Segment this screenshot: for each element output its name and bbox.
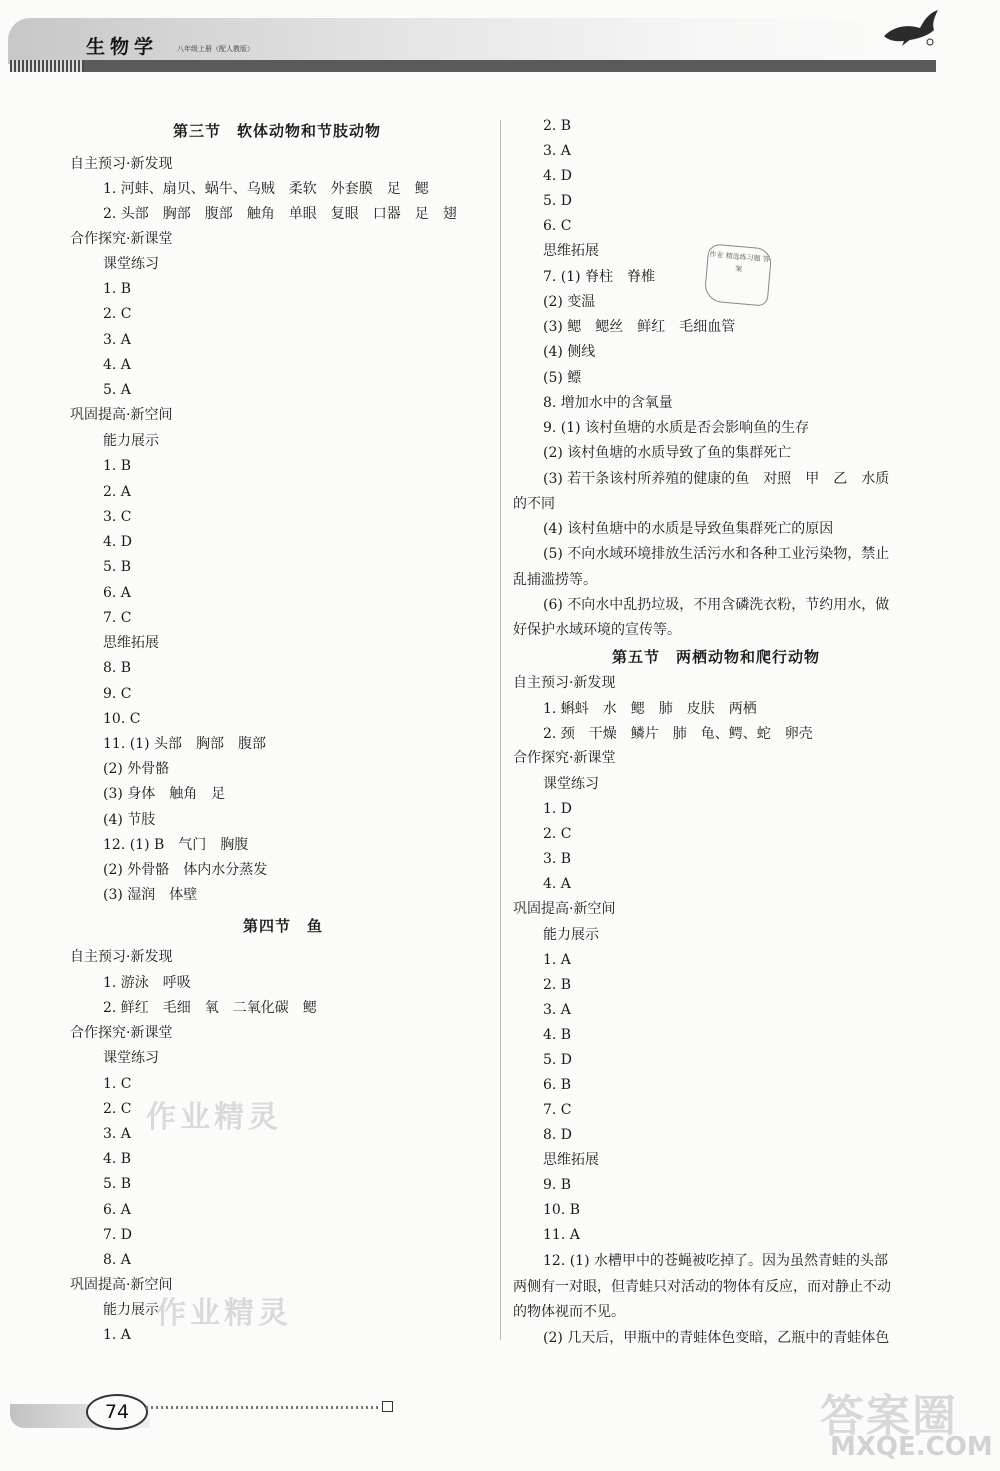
answer-line: 4. B [543, 1027, 572, 1043]
answer-line: 7. D [103, 1227, 133, 1243]
watermark-lower: 作业精灵 [156, 1296, 292, 1331]
answer-line: (5) 鳔 [543, 370, 582, 386]
answer-line: 3. A [103, 332, 131, 348]
footer-dotted-line [146, 1406, 378, 1409]
site-url: MXQE.COM [830, 1432, 993, 1462]
answer-line: 10. B [543, 1202, 581, 1218]
answer-line: 能力展示 [543, 927, 599, 943]
answer-line: 的物体视而不见。 [513, 1304, 625, 1320]
answer-line: (4) 该村鱼塘中的水质是导致鱼集群死亡的原因 [543, 521, 834, 537]
answer-line: (5) 不向水域环境排放生活污水和各种工业污染物，禁止 [543, 546, 890, 562]
answer-line: 4. D [543, 168, 573, 184]
answer-line: 1. 蝌蚪 水 鳃 肺 皮肤 两栖 [543, 701, 757, 717]
answer-line: 1. A [543, 952, 571, 968]
answer-line: (2) 外骨骼 [103, 761, 170, 777]
answer-line: (3) 鳃 鳃丝 鲜红 毛细血管 [543, 319, 736, 335]
answer-line: 7. (1) 脊柱 脊椎 [543, 269, 656, 285]
answer-line: 1. B [103, 458, 132, 474]
answer-line: 1. C [103, 1076, 132, 1092]
answer-line: 8. A [103, 1252, 131, 1268]
answer-line: (4) 侧线 [543, 344, 596, 360]
answer-line: 合作探究·新课堂 [513, 750, 616, 766]
answer-line: (6) 不向水中乱扔垃圾，不用含磷洗衣粉，节约用水，做 [543, 597, 890, 613]
answer-line: 1. A [103, 1327, 131, 1343]
grade-label: 八年级上册（配人教版） [177, 45, 254, 53]
answer-line: 乱捕滥捞等。 [513, 572, 597, 588]
answer-line: 好保护水域环境的宣传等。 [513, 622, 681, 638]
answer-line: 6. C [543, 218, 572, 234]
answer-line: 12. (1) 水槽甲中的苍蝇被吃掉了。因为虽然青蛙的头部 [543, 1253, 888, 1269]
header-stripe [10, 60, 936, 72]
answer-line: 7. C [103, 610, 132, 626]
answer-line: 思维拓展 [543, 243, 599, 259]
answer-line: 自主预习·新发现 [513, 675, 616, 691]
answer-line: 课堂练习 [103, 256, 159, 272]
answer-line: 7. C [543, 1102, 572, 1118]
answer-line: 3. B [543, 851, 572, 867]
answer-line: 巩固提高·新空间 [70, 407, 173, 423]
section-heading: 第五节 两栖动物和爬行动物 [612, 648, 821, 666]
answer-line: 5. B [103, 559, 132, 575]
subject-title: 生物学 [86, 36, 159, 58]
answer-line: 合作探究·新课堂 [70, 1025, 173, 1041]
answer-line: (4) 节肢 [103, 812, 156, 828]
answer-line: 两侧有一对眼，但青蛙只对活动的物体有反应，而对静止不动 [513, 1279, 891, 1295]
answer-line: 能力展示 [103, 433, 159, 449]
answer-line: 6. A [103, 585, 131, 601]
answer-line: (3) 湿润 体壁 [103, 887, 198, 903]
answer-line: 4. A [543, 876, 571, 892]
answer-line: (2) 外骨骼 体内水分蒸发 [103, 862, 268, 878]
answer-line: 5. D [543, 193, 573, 209]
answer-line: 4. D [103, 534, 133, 550]
handwritten-stamp: 作业 精选练习题 答案 [704, 243, 773, 306]
page-number: 74 [86, 1394, 148, 1430]
answer-line: (2) 几天后，甲瓶中的青蛙体色变暗，乙瓶中的青蛙体色 [543, 1330, 890, 1346]
answer-line: 2. 头部 胸部 腹部 触角 单眼 复眼 口器 足 翅 [103, 206, 457, 222]
answer-line: 3. A [543, 143, 571, 159]
answer-line: 5. A [103, 382, 131, 398]
answer-line: (3) 身体 触角 足 [103, 786, 226, 802]
answer-line: 3. C [103, 509, 132, 525]
answer-line: (2) 变温 [543, 294, 596, 310]
section-heading: 第四节 鱼 [243, 917, 324, 935]
site-logo: 答案圈 [820, 1391, 958, 1442]
answer-line: 5. B [103, 1176, 132, 1192]
answer-line: 2. B [543, 977, 572, 993]
answer-line: 巩固提高·新空间 [513, 901, 616, 917]
answer-line: 巩固提高·新空间 [70, 1277, 173, 1293]
answer-line: 思维拓展 [103, 635, 159, 651]
answer-line: 8. D [543, 1127, 573, 1143]
answer-line: 9. (1) 该村鱼塘的水质是否会影响鱼的生存 [543, 420, 810, 436]
answer-line: 能力展示 [103, 1302, 159, 1318]
answer-line: 2. 鲜红 毛细 氧 二氧化碳 鳃 [103, 1000, 317, 1016]
answer-line: (2) 该村鱼塘的水质导致了鱼的集群死亡 [543, 445, 792, 461]
footer-square-icon [382, 1401, 393, 1412]
answer-line: 4. A [103, 357, 131, 373]
answer-line: 2. B [543, 118, 572, 134]
answer-line: 3. A [543, 1002, 571, 1018]
answer-line: 11. A [543, 1227, 580, 1243]
answer-line: 11. (1) 头部 胸部 腹部 [103, 736, 266, 752]
dolphin-icon [880, 6, 942, 48]
answer-line: 1. D [543, 801, 573, 817]
answer-line: 4. B [103, 1151, 132, 1167]
answer-line: 6. B [543, 1077, 572, 1093]
answer-line: (3) 若干条该村所养殖的健康的鱼 对照 甲 乙 水质 [543, 471, 890, 487]
answer-line: 的不同 [513, 496, 555, 512]
answer-line: 合作探究·新课堂 [70, 231, 173, 247]
section-heading: 第三节 软体动物和节肢动物 [173, 122, 382, 140]
answer-line: 8. B [103, 660, 132, 676]
answer-line: 2. C [103, 1101, 132, 1117]
answer-line: 课堂练习 [103, 1050, 159, 1066]
answer-line: 自主预习·新发现 [70, 949, 173, 965]
answer-line: 2. C [543, 826, 572, 842]
answer-line: 1. 游泳 呼吸 [103, 975, 191, 991]
answer-line: 自主预习·新发现 [70, 156, 173, 172]
answer-line: 3. A [103, 1126, 131, 1142]
answer-line: 思维拓展 [543, 1152, 599, 1168]
answer-line: 10. C [103, 711, 141, 727]
answer-line: 2. A [103, 484, 131, 500]
answer-line: 课堂练习 [543, 776, 599, 792]
answer-line: 5. D [543, 1052, 573, 1068]
answer-line: 8. 增加水中的含氧量 [543, 395, 673, 411]
answer-line: 1. B [103, 281, 132, 297]
answer-line: 9. B [543, 1177, 572, 1193]
watermark-mid: 作业精灵 [146, 1100, 282, 1135]
answer-line: 12. (1) B 气门 胸腹 [103, 837, 249, 853]
answer-line: 2. 颈 干燥 鳞片 肺 龟、鳄、蛇 卵壳 [543, 726, 813, 742]
answer-line: 6. A [103, 1202, 131, 1218]
answer-line: 9. C [103, 686, 132, 702]
answer-line: 2. C [103, 306, 132, 322]
column-divider [500, 120, 501, 1340]
answer-line: 1. 河蚌、扇贝、蜗牛、乌贼 柔软 外套膜 足 鳃 [103, 181, 429, 197]
